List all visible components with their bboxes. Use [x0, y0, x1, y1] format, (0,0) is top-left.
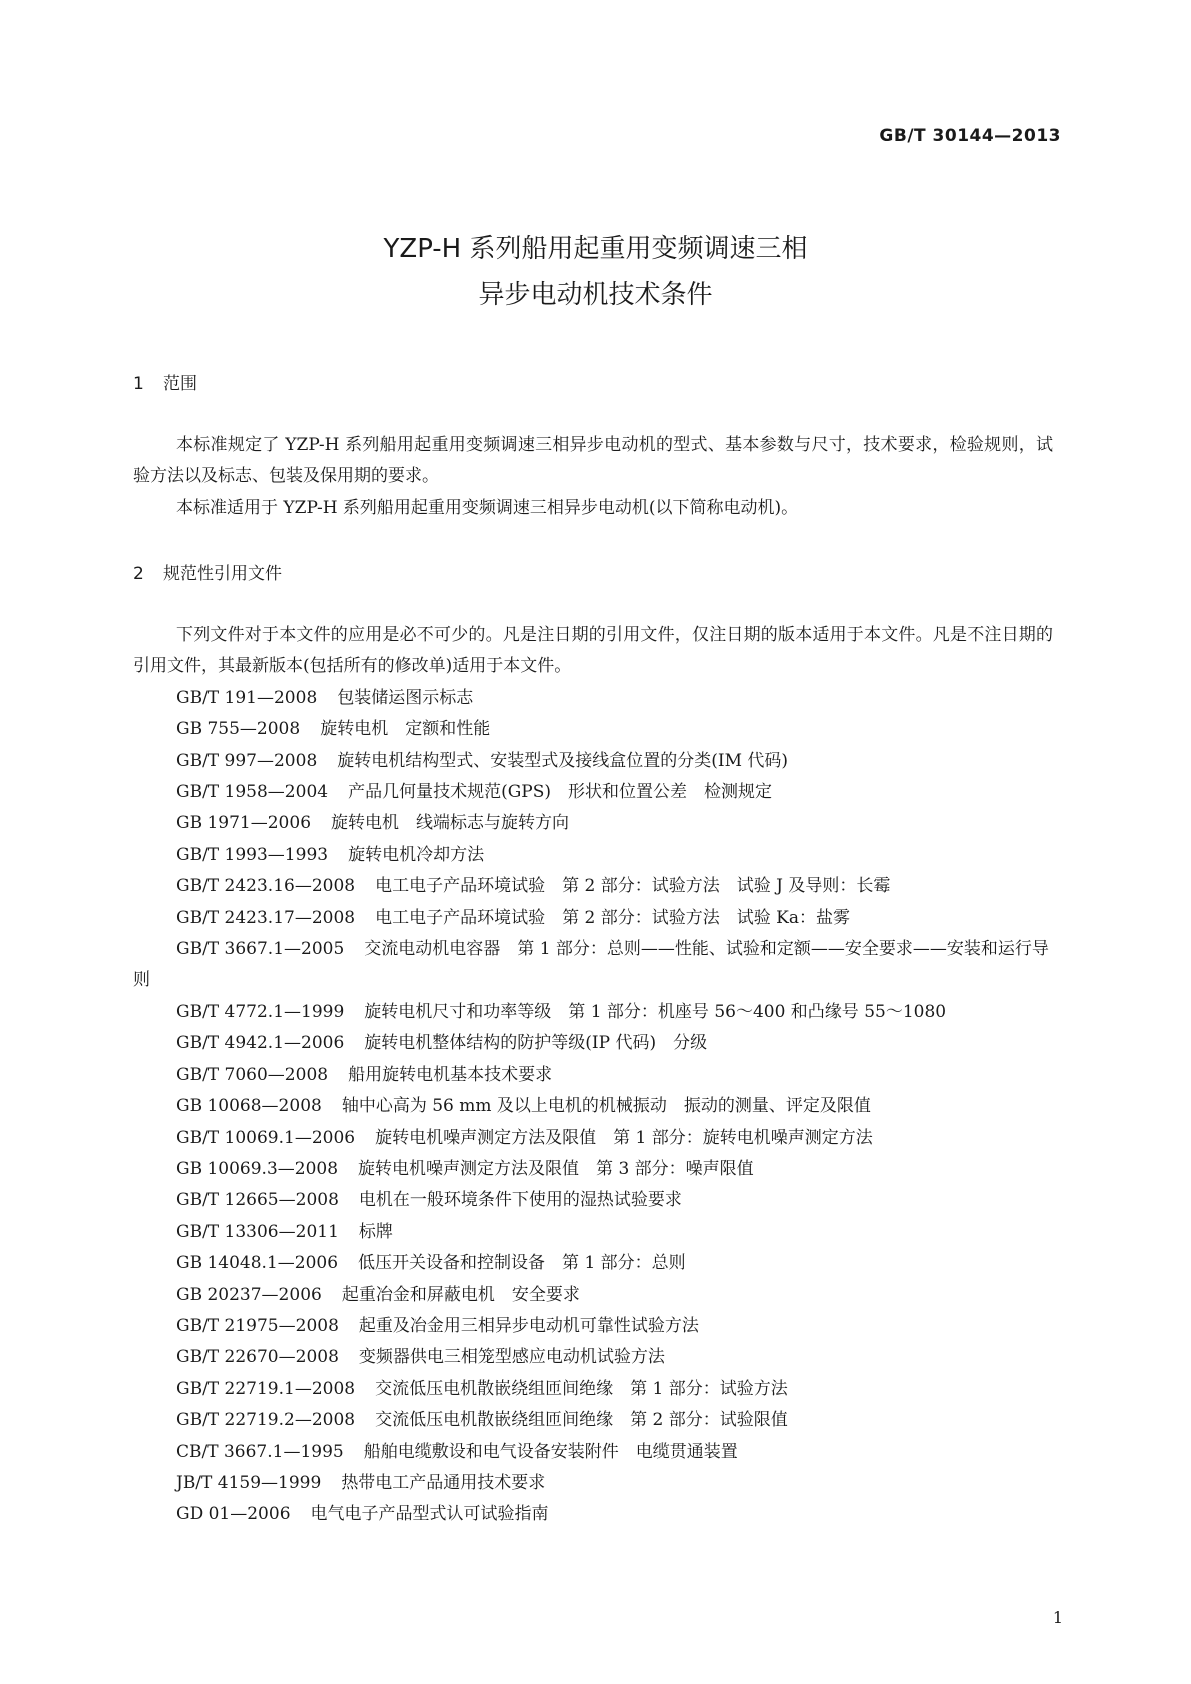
- reference-title: 电机在一般环境条件下使用的湿热试验要求: [358, 1190, 682, 1211]
- reference-code: GD 01—2006: [176, 1504, 291, 1525]
- reference-title: 旋转电机 定额和性能: [320, 719, 491, 740]
- reference-title: 电气电子产品型式认可试验指南: [310, 1504, 549, 1525]
- reference-item: [133, 1060, 1053, 1091]
- section-1-paragraph: 本标准适用于 YZP-H 系列船用起重用变频调速三相异步电动机(以下简称电动机)。: [176, 497, 799, 518]
- reference-code: GB/T 1993—1993: [176, 844, 329, 865]
- reference-item: [133, 1185, 1053, 1216]
- reference-item: [133, 1217, 1053, 1248]
- reference-code: GB/T 22719.2—2008: [176, 1410, 356, 1431]
- reference-code: GB/T 22670—2008: [176, 1347, 339, 1368]
- reference-title: 电工电子产品环境试验 第 2 部分：试验方法 试验 Ka：盐雾: [375, 907, 850, 928]
- reference-item: [133, 1374, 1053, 1405]
- reference-code: GB/T 997—2008: [176, 750, 318, 771]
- document-title: [0, 226, 1191, 318]
- section-2-title: 规范性引用文件: [163, 564, 282, 584]
- section-2-body: [133, 620, 1053, 1531]
- page-number: 1: [1052, 1608, 1063, 1627]
- reference-title: 电工电子产品环境试验 第 2 部分：试验方法 试验 J 及导则：长霉: [375, 876, 891, 897]
- reference-title: 旋转电机尺寸和功率等级 第 1 部分：机座号 56～400 和凸缘号 55～1080: [364, 1001, 947, 1022]
- reference-code: GB/T 191—2008: [176, 687, 318, 708]
- reference-code: JB/T 4159—1999: [176, 1472, 322, 1493]
- reference-list: [133, 683, 1053, 1531]
- reference-title: 交流低压电机散嵌绕组匝间绝缘 第 2 部分：试验限值: [375, 1410, 788, 1431]
- reference-code: GB/T 13306—2011: [176, 1221, 339, 1242]
- reference-title: 产品几何量技术规范(GPS) 形状和位置公差 检测规定: [348, 782, 773, 803]
- reference-code: GB/T 10069.1—2006: [176, 1127, 356, 1148]
- reference-item: [133, 1028, 1053, 1059]
- section-2-heading: [133, 562, 282, 586]
- section-1-body: [133, 430, 1053, 524]
- reference-title: 旋转电机整体结构的防护等级(IP 代码) 分级: [364, 1033, 708, 1054]
- reference-item: [133, 1280, 1053, 1311]
- reference-item: [133, 1499, 1053, 1530]
- reference-code: GB/T 3667.1—2005: [176, 939, 345, 960]
- reference-code: GB 20237—2006: [176, 1284, 322, 1305]
- reference-item: [133, 1437, 1053, 1468]
- reference-code: GB/T 12665—2008: [176, 1190, 339, 1211]
- reference-code: GB/T 22719.1—2008: [176, 1378, 356, 1399]
- section-1-title: 范围: [163, 374, 197, 394]
- section-2-number: 2: [133, 564, 144, 584]
- section-1-paragraph: 本标准规定了 YZP-H 系列船用起重用变频调速三相异步电动机的型式、基本参数与尺寸，技术要求，检验规则，试验方法以及标志、包装及保用期的要求。: [133, 435, 1053, 487]
- reference-title: 交流电动机电容器 第 1 部分：总则——性能、试验和定额——安全要求——安装和运行导则: [133, 939, 1049, 991]
- reference-item: [133, 683, 1053, 714]
- reference-code: GB/T 1958—2004: [176, 782, 329, 803]
- reference-item: [133, 1091, 1053, 1122]
- reference-item: [133, 1311, 1053, 1342]
- reference-code: GB 1971—2006: [176, 813, 312, 834]
- reference-title: 旋转电机结构型式、安装型式及接线盒位置的分类(IM 代码): [337, 750, 789, 771]
- reference-title: 旋转电机 线端标志与旋转方向: [331, 813, 570, 834]
- reference-title: 热带电工产品通用技术要求: [341, 1472, 546, 1493]
- reference-code: GB 14048.1—2006: [176, 1253, 339, 1274]
- reference-item: [133, 840, 1053, 871]
- reference-item: [133, 871, 1053, 902]
- reference-item: [133, 1342, 1053, 1373]
- reference-code: GB 10068—2008: [176, 1096, 322, 1117]
- reference-code: GB/T 2423.17—2008: [176, 907, 356, 928]
- reference-item: [133, 714, 1053, 745]
- reference-item: [133, 777, 1053, 808]
- section-2-intro: 下列文件对于本文件的应用是必不可少的。凡是注日期的引用文件，仅注日期的版本适用于本文件。凡是不注日期的引用文件，其最新版本(包括所有的修改单)适用于本文件。: [133, 625, 1053, 677]
- reference-code: GB/T 2423.16—2008: [176, 876, 356, 897]
- reference-title: 船用旋转电机基本技术要求: [348, 1064, 553, 1085]
- reference-code: GB 10069.3—2008: [176, 1158, 339, 1179]
- reference-code: GB 755—2008: [176, 719, 301, 740]
- reference-title: 旋转电机冷却方法: [348, 844, 485, 865]
- reference-title: 交流低压电机散嵌绕组匝间绝缘 第 1 部分：试验方法: [375, 1378, 788, 1399]
- reference-title: 旋转电机噪声测定方法及限值 第 1 部分：旋转电机噪声测定方法: [375, 1127, 873, 1148]
- reference-item: [133, 1123, 1053, 1154]
- reference-title: 起重及冶金用三相异步电动机可靠性试验方法: [358, 1315, 699, 1336]
- reference-item: [133, 997, 1053, 1028]
- reference-title: 起重冶金和屏蔽电机 安全要求: [341, 1284, 580, 1305]
- reference-title: 轴中心高为 56 mm 及以上电机的机械振动 振动的测量、评定及限值: [341, 1096, 871, 1117]
- reference-code: GB/T 21975—2008: [176, 1315, 339, 1336]
- reference-item: [133, 1468, 1053, 1499]
- reference-title: 低压开关设备和控制设备 第 1 部分：总则: [358, 1253, 686, 1274]
- reference-title: 标牌: [358, 1221, 393, 1242]
- title-line-1: YZP-H 系列船用起重用变频调速三相: [383, 234, 808, 264]
- reference-item: [133, 808, 1053, 839]
- reference-code: GB/T 7060—2008: [176, 1064, 329, 1085]
- section-1-number: 1: [133, 374, 144, 394]
- reference-code: GB/T 4772.1—1999: [176, 1001, 345, 1022]
- reference-item: [133, 1154, 1053, 1185]
- title-line-2: 异步电动机技术条件: [478, 280, 713, 310]
- reference-title: 旋转电机噪声测定方法及限值 第 3 部分：噪声限值: [358, 1158, 754, 1179]
- reference-item: [133, 934, 1053, 997]
- section-1-heading: [133, 372, 197, 396]
- reference-item: [133, 1405, 1053, 1436]
- reference-code: CB/T 3667.1—1995: [176, 1441, 344, 1462]
- reference-code: GB/T 4942.1—2006: [176, 1033, 345, 1054]
- reference-title: 变频器供电三相笼型感应电动机试验方法: [358, 1347, 665, 1368]
- standard-code: GB/T 30144—2013: [879, 126, 1061, 146]
- reference-item: [133, 1248, 1053, 1279]
- reference-title: 船舶电缆敷设和电气设备安装附件 电缆贯通装置: [363, 1441, 738, 1462]
- reference-item: [133, 903, 1053, 934]
- reference-item: [133, 746, 1053, 777]
- reference-title: 包装储运图示标志: [337, 687, 474, 708]
